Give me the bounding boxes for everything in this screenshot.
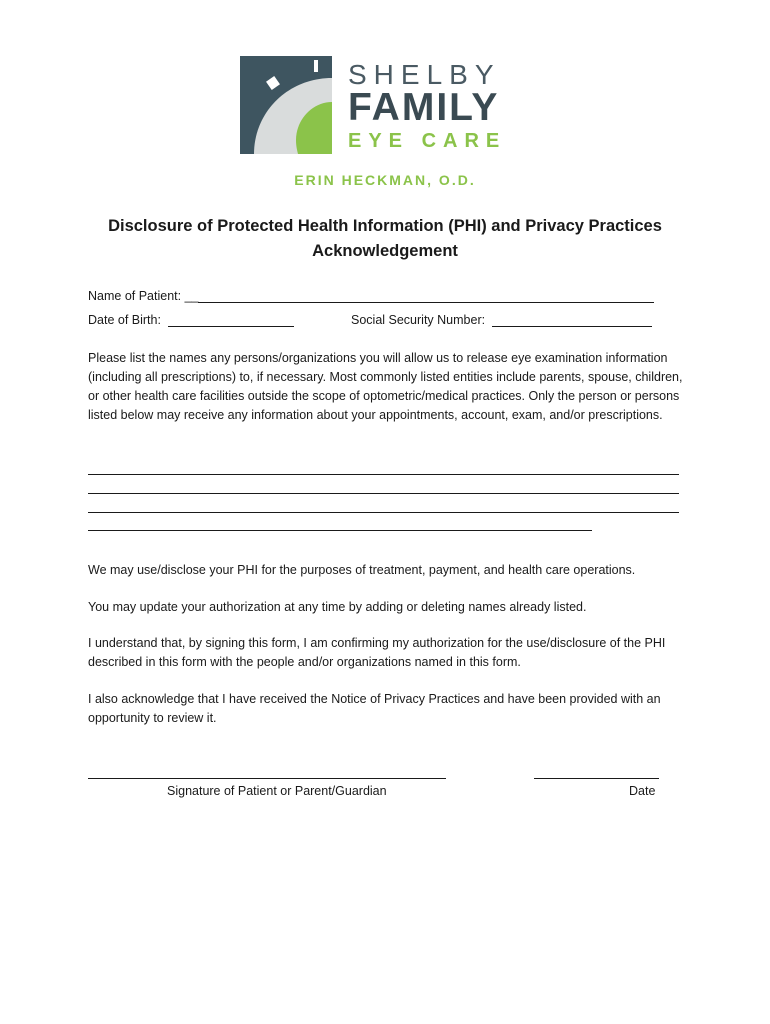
logo-wordmark	[348, 60, 538, 154]
form-title-line-2: Acknowledgement	[312, 242, 458, 260]
statement-update: You may update your authorization at any time by adding or deleting names already listed.	[88, 600, 587, 614]
signature-caption: Signature of Patient or Parent/Guardian	[167, 784, 387, 798]
statement-privacy-notice: I also acknowledge that I have received the Notice of Privacy Practices and have been provided with an opportunity to review it.	[88, 692, 661, 725]
authorized-names-line-2[interactable]	[88, 493, 679, 494]
ssn-label: Social Security Number:	[351, 313, 486, 327]
doctor-name: ERIN HECKMAN, O.D.	[294, 172, 476, 188]
date-caption: Date	[629, 784, 656, 798]
ssn-row	[351, 313, 652, 327]
patient-name-row	[88, 289, 654, 303]
authorized-names-line-4[interactable]	[88, 530, 592, 531]
dob-field[interactable]	[168, 314, 294, 327]
logo-line-shelby: SHELBY	[348, 59, 501, 90]
practice-logo	[240, 56, 540, 156]
eye-logo-icon	[240, 56, 332, 154]
date-line[interactable]	[534, 778, 659, 779]
patient-name-field[interactable]	[198, 290, 654, 303]
dob-label: Date of Birth:	[88, 313, 161, 327]
logo-line-family: FAMILY	[348, 86, 500, 129]
form-title-line-1: Disclosure of Protected Health Information (PHI) and Privacy Practices	[108, 217, 662, 235]
form-title	[60, 214, 710, 264]
authorized-names-line-3[interactable]	[88, 512, 679, 513]
statement-authorization: I understand that, by signing this form, I am confirming my authorization for the use/disclosure of the PHI described in this form with the people and/or organizations named in this form.	[88, 636, 666, 669]
authorized-names-line-1[interactable]	[88, 474, 679, 475]
patient-name-label: Name of Patient: __	[88, 289, 199, 303]
dob-row	[88, 313, 294, 327]
logo-line-eye-care: EYE CARE	[348, 130, 507, 152]
instructions-paragraph: Please list the names any persons/organizations you will allow us to release eye examination information (including all prescriptions) to, if necessary. Most commonly listed entities include parents, spouse, children, or other health care facilities outside the scope of optometric/medical practices. Only the person or persons listed below may receive any information about your appointments, account, exam, and/or prescriptions.	[88, 351, 683, 422]
signature-line[interactable]	[88, 778, 446, 779]
statement-treatment: We may use/disclose your PHI for the purposes of treatment, payment, and health care operations.	[88, 563, 636, 577]
ssn-field[interactable]	[492, 314, 652, 327]
